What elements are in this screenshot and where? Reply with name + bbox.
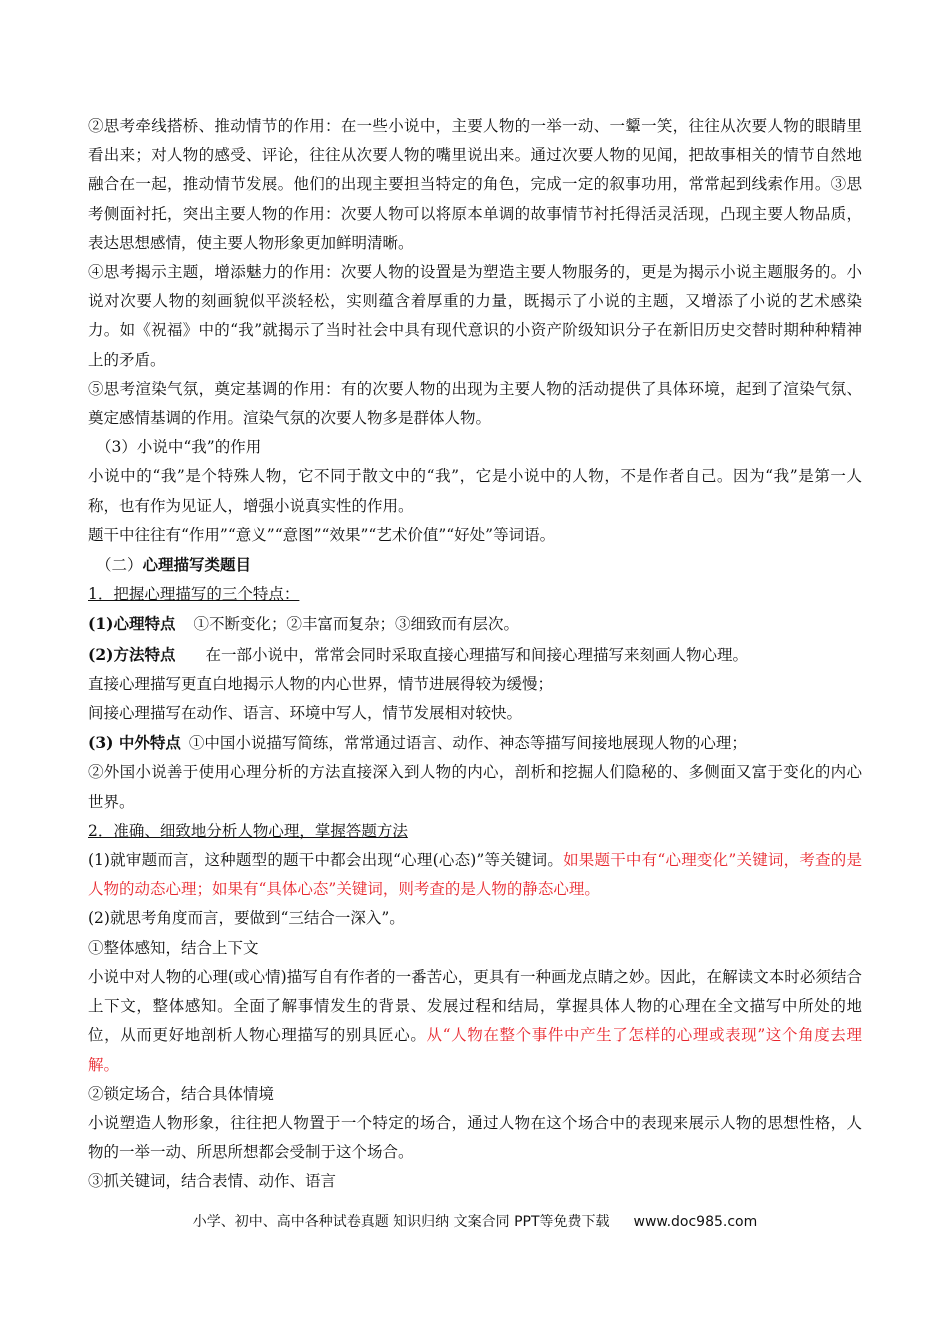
document-body bbox=[88, 112, 862, 1197]
text-highlight: 如果题干中有“心理变化”关键词，考查的是人物的动态心理；如果有“具体心态”关键词，则考查的是人物的静态心理。 bbox=[88, 851, 862, 899]
page-footer bbox=[0, 1211, 950, 1231]
text-black: (1)就审题而言，这种题型的题干中都会出现“心理(心态)”等关键词。 bbox=[88, 851, 564, 870]
paragraph-direct-description: 直接心理描写更直白地揭示人物的内心世界，情节进展得较为缓慢； bbox=[88, 674, 554, 693]
feature-label: (2)方法特点 bbox=[88, 644, 176, 664]
feature-chinese-foreign bbox=[88, 728, 862, 758]
subheading-keywords: ③抓关键词，结合表情、动作、语言 bbox=[88, 1172, 337, 1191]
feature-text: ①中国小说描写简练，常常通过语言、动作、神态等描写间接地展现人物的心理； bbox=[188, 734, 747, 753]
section-heading-prefix: （二） bbox=[96, 556, 143, 575]
feature-text: ①不断变化；②丰富而复杂；③细致而有层次。 bbox=[193, 615, 519, 634]
paragraph-secondary-character-atmosphere: ⑤思考渲染气氛，奠定基调的作用：有的次要人物的出现为主要人物的活动提供了具体环境，起到了渲染气氛、奠定感情基调的作用。渲染气氛的次要人物多是群体人物。 bbox=[88, 379, 862, 428]
paragraph-thinking-angle: (2)就思考角度而言，要做到“三结合一深入”。 bbox=[88, 909, 405, 928]
paragraph-situation-detail: 小说塑造人物形象，往往把人物置于一个特定的场合，通过人物在这个场合中的表现来展示人物的思想性格，人物的一举一动、所思所想都会受制于这个场合。 bbox=[88, 1113, 862, 1162]
subheading-specific-situation: ②锁定场合，结合具体情境 bbox=[88, 1084, 275, 1103]
paragraph-indirect-description: 间接心理描写在动作、语言、环境中写人，情节发展相对较快。 bbox=[88, 704, 523, 723]
paragraph-question-review bbox=[88, 846, 862, 904]
paragraph-context-reading bbox=[88, 963, 862, 1080]
paragraph-question-keywords: 题干中往往有“作用”“意义”“意图”“效果”“艺术价值”“好处”等词语。 bbox=[88, 525, 556, 544]
heading-three-features: 1．把握心理描写的三个特点： bbox=[88, 585, 300, 604]
paragraph-secondary-character-theme: ④思考揭示主题，增添魅力的作用：次要人物的设置是为塑造主要人物服务的，更是为揭示小说主题服务的。小说对次要人物的刻画貌似平淡轻松，实则蕴含着厚重的力量，既揭示了小说的主题，又增添了小说的艺术感染力。如《祝福》中的“我”就揭示了当时社会中具有现代意识的小资产阶级知识分子在新旧历史交替时期种种精神上的矛盾。 bbox=[88, 263, 862, 369]
paragraph-first-person-role: 小说中的“我”是个特殊人物，它不同于散文中的“我”，它是小说中的人物，不是作者自己。因为“我”是第一人称，也有作为见证人，增强小说真实性的作用。 bbox=[88, 467, 862, 515]
paragraph-secondary-character-plot: ②思考牵线搭桥、推动情节的作用：在一些小说中，主要人物的一举一动、一颦一笑，往往从次要人物的眼睛里看出来；对人物的感受、评论，往往从次要人物的嘴里说出来。通过次要人物的见闻，把故事相关的情节自然地融合在一起，推动情节发展。他们的出现主要担当特定的角色，完成一定的叙事功用，常常起到线索作用。③思考侧面衬托，突出主要人物的作用：次要人物可以将原本单调的故事情节衬托得活灵活现，凸现主要人物品质，表达思想感情，使主要人物形象更加鲜明清晰。 bbox=[88, 117, 862, 252]
footer-url[interactable]: www.doc985.com bbox=[633, 1214, 758, 1230]
feature-method bbox=[88, 640, 862, 670]
text-black: 小说中对人物的心理(或心情)描写自有作者的一番苦心，更具有一种画龙点睛之妙。因此，在解读文本时必须结合上下文，整体感知。全面了解事情发生的背景、发展过程和结局，掌握具体人物的心理在全文描写中所处的地位，从而更好地剖析人物心理描写的别具匠心。 bbox=[88, 967, 862, 1045]
subheading-first-person: （3）小说中“我”的作用 bbox=[96, 438, 262, 457]
feature-label: (1)心理特点 bbox=[88, 614, 176, 634]
feature-label: (3) 中外特点 bbox=[88, 733, 181, 753]
footer-text: 小学、初中、高中各种试卷真题 知识归纳 文案合同 PPT等免费下载 bbox=[192, 1214, 610, 1230]
heading-answer-method: 2．准确、细致地分析人物心理，掌握答题方法 bbox=[88, 821, 408, 840]
paragraph-foreign-novels: ②外国小说善于使用心理分析的方法直接深入到人物的内心，剖析和挖掘人们隐秘的、多侧面又富于变化的内心世界。 bbox=[88, 763, 862, 811]
section-heading-psychology bbox=[88, 550, 862, 580]
feature-psychological bbox=[88, 609, 862, 639]
subheading-overall-perception: ①整体感知，结合上下文 bbox=[88, 938, 259, 957]
feature-text: 在一部小说中，常常会同时采取直接心理描写和间接心理描写来刻画人物心理。 bbox=[205, 645, 748, 664]
text-highlight: 从“人物在整个事件中产生了怎样的心理或表现”这个角度去理解。 bbox=[88, 1026, 862, 1074]
section-heading-title: 心理描写类题目 bbox=[142, 555, 252, 575]
